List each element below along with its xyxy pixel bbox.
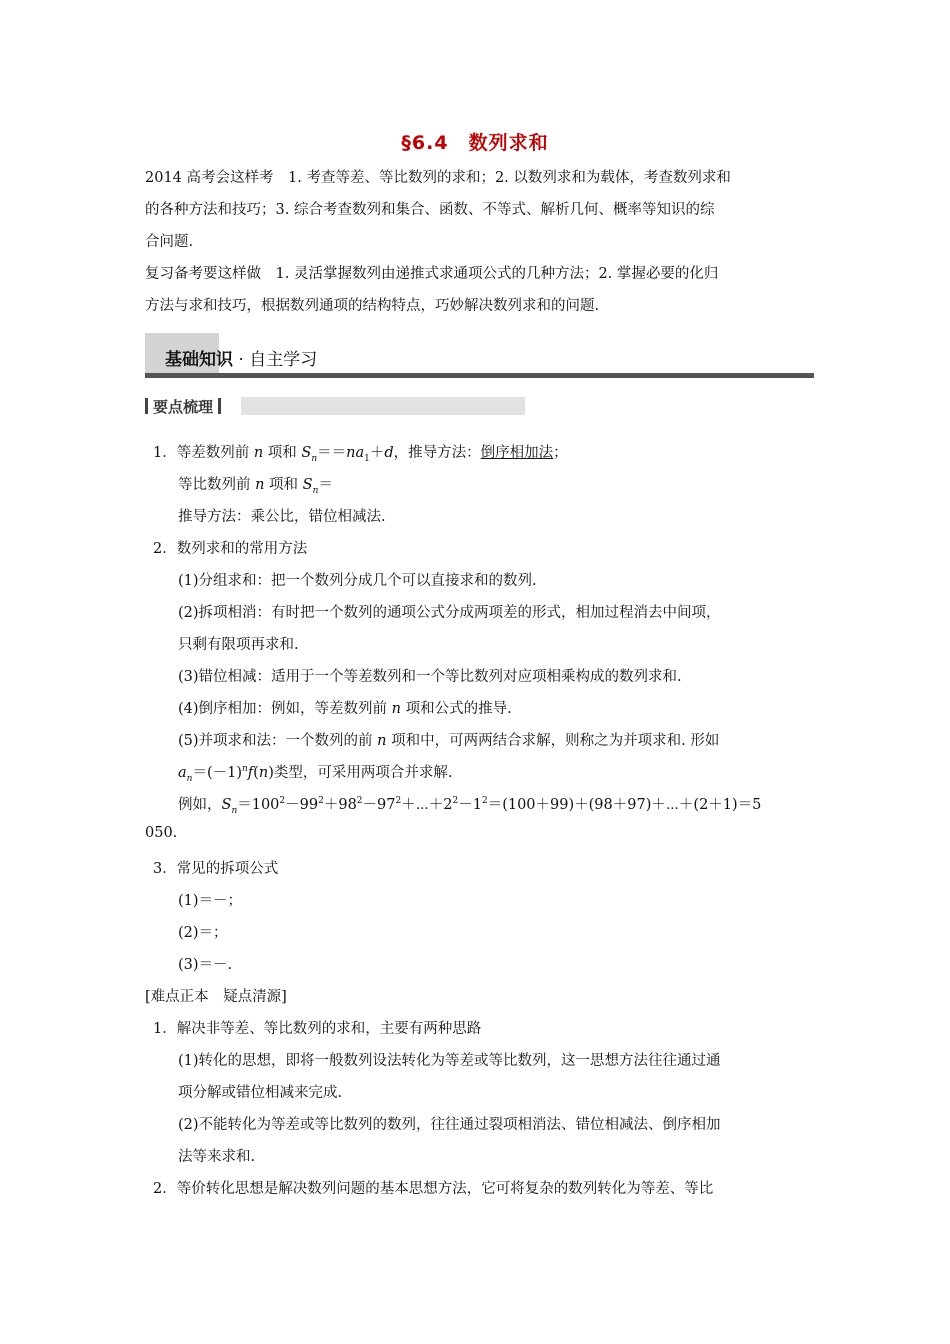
content-line-18: [难点正本 疑点清源] <box>145 989 287 1005</box>
content-line-17: (3)＝－. <box>178 957 233 973</box>
content-line-12: 例如，$S_n=100^2-99^2+98^2-97^2+\cdots+2^2-1^2=(100+99)+(98+97)+\cdots+(2+1)=5$ <box>178 796 762 816</box>
content-line-10: (5)并项求和法：一个数列的前 n 项和中，可两两结合求解，则称之为并项求和. 形如 <box>178 733 720 749</box>
exam-line: 2014 高考会这样考 1. 考查等差、等比数列的求和；2. 以数列求和为载体，考查数列求和 <box>145 170 731 186</box>
content-line-3: 推导方法：乘公比，错位相减法. <box>178 509 386 525</box>
content-line-5: (1)分组求和：把一个数列分成几个可以直接求和的数列. <box>178 573 537 589</box>
review-line: 复习备考要这样做 1. 灵活掌握数列由递推式求通项公式的几种方法；2. 掌握必要的化归 <box>145 266 719 282</box>
content-line-6: (2)拆项相消：有时把一个数列的通项公式分成两项差的形式，相加过程消去中间项， <box>178 605 721 621</box>
content-line-20: (1)转化的思想，即将一般数列设法转化为等差或等比数列，这一思想方法往往通过通 <box>178 1053 721 1069</box>
content-line-19: 1．解决非等差、等比数列的求和，主要有两种思路 <box>153 1021 482 1037</box>
content-line-15: (1)＝－； <box>178 893 243 909</box>
page-title: §6.4 数列求和 <box>401 132 549 154</box>
content-line-13: 050. <box>145 825 178 841</box>
content-line-22: (2)不能转化为等差或等比数列的数列，往往通过裂项相消法、错位相减法、倒序相加 <box>178 1117 721 1133</box>
review-line: 方法与求和技巧，根据数列通项的结构特点，巧妙解决数列求和的问题. <box>145 298 600 314</box>
content-line-9: (4)倒序相加：例如，等差数列前 n 项和公式的推导. <box>178 701 512 717</box>
content-line-2: 等比数列前 n 项和 $S_n=$ <box>178 477 333 496</box>
review-advice-paragraph <box>145 258 810 322</box>
section-header <box>145 333 814 379</box>
content-line-8: (3)错位相减：适用于一个等差数列和一个等比数列对应项相乘构成的数列求和. <box>178 669 682 685</box>
content-line-24: 2．等价转化思想是解决数列问题的基本思想方法，它可将复杂的数列转化为等差、等比 <box>153 1181 714 1197</box>
exam-line: 合问题. <box>145 234 194 250</box>
content-line-4: 2．数列求和的常用方法 <box>153 541 308 557</box>
subsection-header-bar <box>241 397 525 415</box>
content-line-7: 只剩有限项再求和. <box>178 637 299 653</box>
content-line-14: 3．常见的拆项公式 <box>153 861 279 877</box>
section-header-label: 基础知识 · 自主学习 <box>165 350 318 370</box>
content-line-23: 法等来求和. <box>178 1149 256 1165</box>
exam-focus-paragraph <box>145 162 810 258</box>
content-line-21: 项分解或错位相减来完成. <box>178 1085 343 1101</box>
subsection-header <box>145 396 525 416</box>
content-line-16: (2)＝； <box>178 925 228 941</box>
section-header-rule <box>145 373 814 378</box>
content-line-11: $a_n=(-1)^nf(n)$类型，可采用两项合并求解. <box>178 764 453 784</box>
exam-line: 的各种方法和技巧；3. 综合考查数列和集合、函数、不等式、解析几何、概率等知识的综 <box>145 202 715 218</box>
content-line-1: 1．等差数列前 n 项和 $S_n==na_1+d$，推导方法：倒序相加法； <box>153 445 568 464</box>
subsection-header-label: 要点梳理 <box>145 396 221 417</box>
